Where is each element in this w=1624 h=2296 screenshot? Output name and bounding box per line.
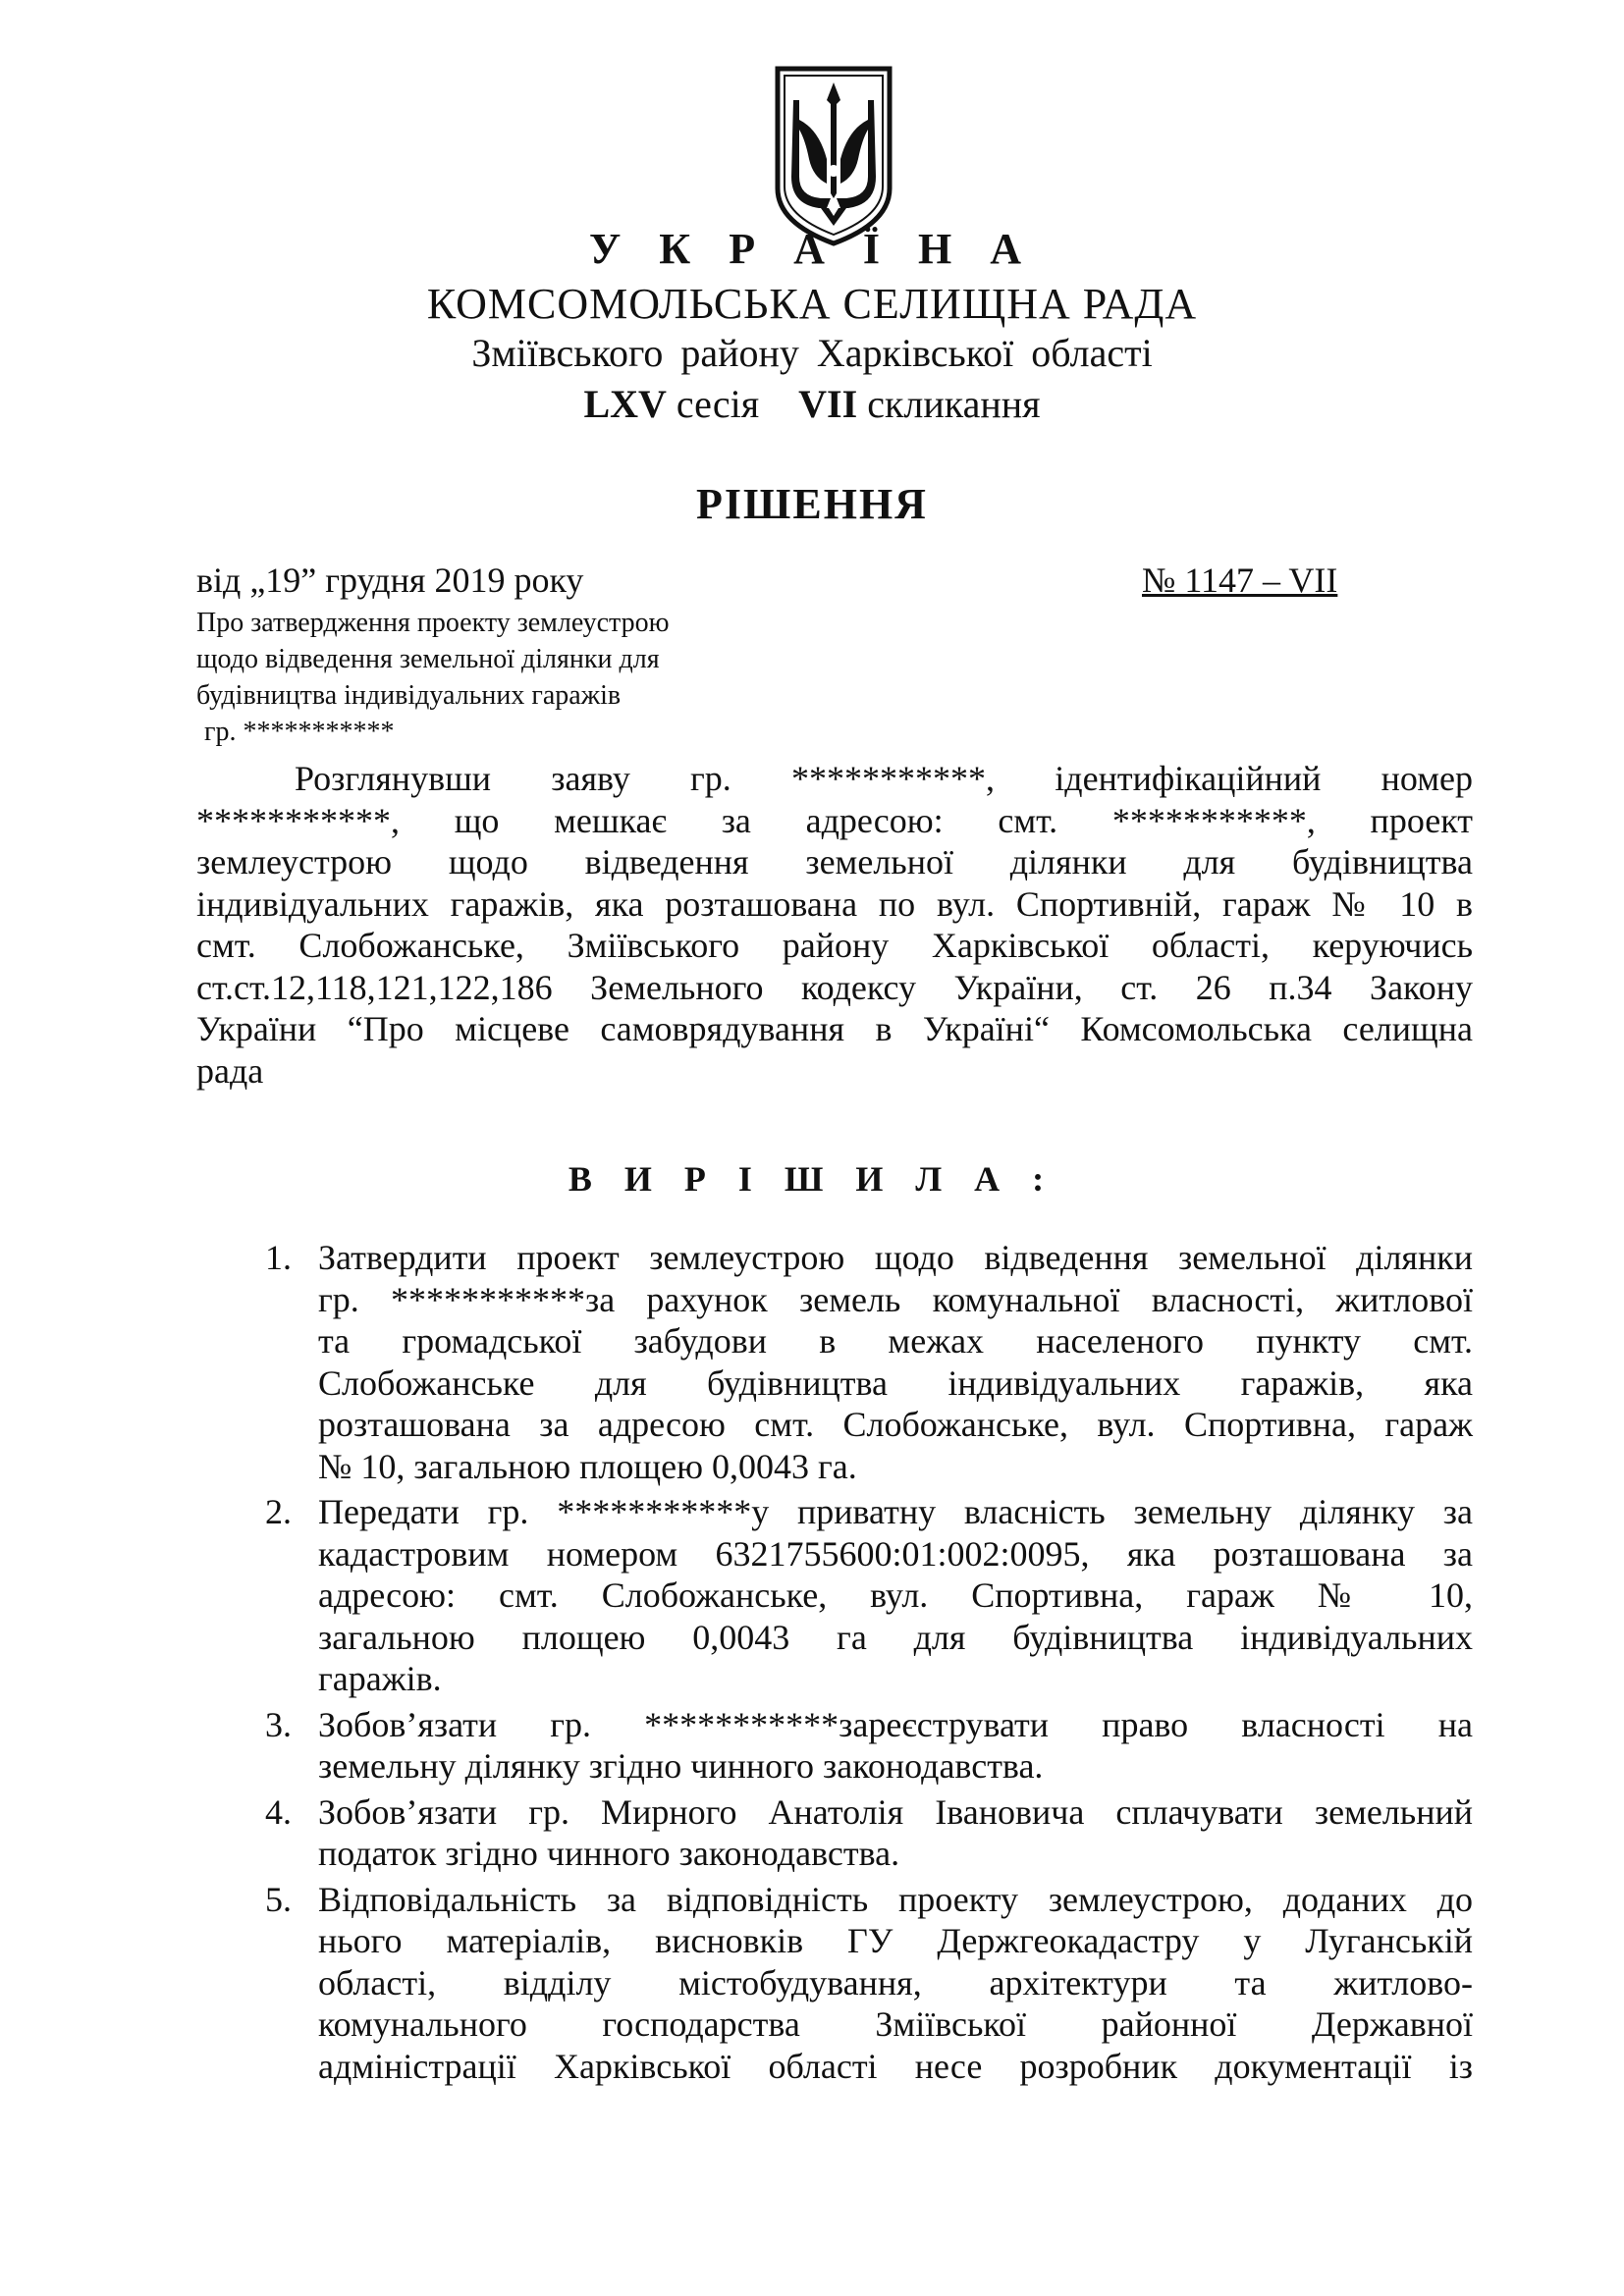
decision-date: від „19” грудня 2019 року bbox=[196, 561, 584, 600]
item-line: та громадської забудови в межах населеного пункту смт. bbox=[318, 1321, 1473, 1361]
item-line: загальною площею 0,0043 га для будівництва індивідуальних bbox=[318, 1617, 1473, 1657]
preamble-line: Розглянувши заяву гр. ***********, ідентифікаційний номер bbox=[295, 759, 1473, 798]
item-line: кадастровим номером 6321755600:01:002:0095, яка розташована за bbox=[318, 1533, 1473, 1574]
item-line: Зобов’язати гр. Мирного Анатолія Івановича сплачувати земельний bbox=[318, 1791, 1473, 1832]
item-line: адресою: смт. Слобожанське, вул. Спортивна, гараж № 10, bbox=[318, 1575, 1473, 1615]
list-item bbox=[265, 1491, 1473, 1700]
item-number: 1. bbox=[265, 1238, 292, 1277]
resolved-heading: В И Р І Ш И Л А : bbox=[568, 1159, 1056, 1199]
item-line: адміністрації Харківської області несе розробник документації із bbox=[318, 2046, 1473, 2086]
item-number: 5. bbox=[265, 1879, 292, 1919]
item-line: Зобов’язати гр. ***********зареєструвати право власності на bbox=[318, 1704, 1473, 1744]
convocation-word: скликання bbox=[867, 382, 1041, 426]
preamble-line: індивідуальних гаражів, яка розташована по вул. Спортивній, гараж № 10 в bbox=[196, 883, 1473, 924]
trident-emblem-icon bbox=[770, 61, 897, 247]
decision-items-list bbox=[265, 1237, 1473, 2091]
item-line: гр. ***********за рахунок земель комунальної власності, житлової bbox=[318, 1279, 1473, 1319]
preamble-line: землеустрою щодо відведення земельної ділянки для будівництва bbox=[196, 842, 1473, 881]
preamble-line: рада bbox=[196, 1050, 264, 1091]
decision-title: РІШЕННЯ bbox=[696, 480, 928, 528]
item-line: гаражів. bbox=[318, 1659, 442, 1698]
item-number: 2. bbox=[265, 1492, 292, 1531]
list-item bbox=[265, 1237, 1473, 1487]
session-word: сесія bbox=[676, 382, 760, 426]
item-number: 4. bbox=[265, 1791, 292, 1832]
session-roman: LXV bbox=[583, 382, 667, 426]
item-line: податок згідно чинного законодавства. bbox=[318, 1834, 900, 1873]
item-line: Відповідальність за відповідність проекту землеустрою, доданих до bbox=[318, 1879, 1473, 1919]
subject-line: будівництва індивідуальних гаражів bbox=[196, 680, 622, 711]
item-line: комунального господарства Зміївської районної Державної bbox=[318, 2004, 1473, 2044]
decision-number: № 1147 – VII bbox=[1142, 561, 1338, 600]
item-line: № 10, загальною площею 0,0043 га. bbox=[318, 1446, 857, 1486]
item-line: Слобожанське для будівництва індивідуальних гаражів, яка bbox=[318, 1362, 1473, 1403]
preamble-line: ***********, що мешкає за адресою: смт. ***********, проект bbox=[196, 800, 1473, 840]
preamble-line: України “Про місцеве самоврядування в Україні“ Комсомольська селищна bbox=[196, 1009, 1473, 1048]
country-title: У К Р А Ї Н А bbox=[589, 225, 1035, 273]
item-line: Передати гр. ***********у приватну власність земельну ділянку за bbox=[318, 1492, 1473, 1531]
subject-line: гр. *********** bbox=[204, 717, 395, 747]
item-number: 3. bbox=[265, 1704, 292, 1744]
item-line: розташована за адресою смт. Слобожанське, вул. Спортивна, гараж bbox=[318, 1405, 1473, 1444]
item-line: області, відділу містобудування, архітектури та житлово- bbox=[318, 1962, 1473, 2002]
subject-block bbox=[196, 605, 805, 750]
subject-line: щодо відведення земельної ділянки для bbox=[196, 644, 660, 674]
subject-line: Про затвердження проекту землеустрою bbox=[196, 608, 670, 638]
district-line: Зміївського району Харківської області bbox=[471, 331, 1153, 375]
session-line bbox=[0, 381, 1624, 427]
item-line: нього матеріалів, висновків ГУ Держгеокадастру у Луганській bbox=[318, 1921, 1473, 1960]
list-item bbox=[265, 1704, 1473, 1788]
preamble-line: ст.ст.12,118,121,122,186 Земельного кодексу України, ст. 26 п.34 Закону bbox=[196, 967, 1473, 1007]
preamble-paragraph bbox=[196, 758, 1473, 1092]
preamble-line: смт. Слобожанське, Зміївського району Харківської області, керуючись bbox=[196, 926, 1473, 965]
list-item bbox=[265, 1791, 1473, 1875]
list-item bbox=[265, 1879, 1473, 2088]
item-line: земельну ділянку згідно чинного законодавства. bbox=[318, 1746, 1044, 1786]
convocation-roman: VII bbox=[798, 382, 858, 426]
item-line: Затвердити проект землеустрою щодо відведення земельної ділянки bbox=[318, 1238, 1473, 1277]
council-name: КОМСОМОЛЬСЬКА СЕЛИЩНА РАДА bbox=[426, 280, 1198, 328]
